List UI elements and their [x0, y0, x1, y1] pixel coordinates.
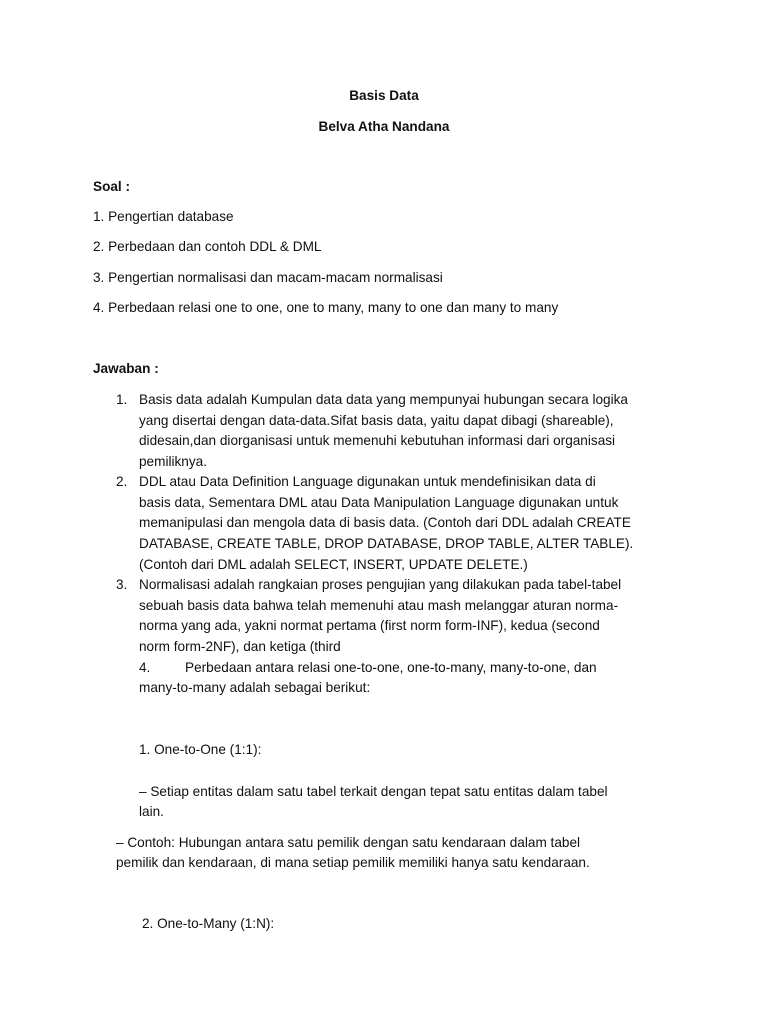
- document-title: Basis Data: [349, 88, 419, 103]
- one-to-one-description: lain.: [139, 804, 164, 819]
- answer-3-number: 3.: [116, 577, 128, 592]
- answer-2-line: memanipulasi dan mengola data di basis data. (Contoh dari DDL adalah CREATE: [139, 515, 631, 530]
- answer-4-line: many-to-many adalah sebagai berikut:: [139, 680, 371, 695]
- one-to-one-example: pemilik dan kendaraan, di mana setiap pemilik memiliki hanya satu kendaraan.: [116, 855, 590, 870]
- soal-heading: Soal :: [93, 179, 131, 194]
- one-to-one-heading: 1. One-to-One (1:1):: [139, 742, 262, 757]
- answer-3-line: sebuah basis data bahwa telah memenuhi atau mash melanggar aturan norma-: [139, 598, 619, 613]
- soal-item-2: 2. Perbedaan dan contoh DDL & DML: [93, 239, 322, 254]
- one-to-one-description: – Setiap entitas dalam satu tabel terkait dengan tepat satu entitas dalam tabel: [139, 784, 608, 799]
- answer-2-line: DATABASE, CREATE TABLE, DROP DATABASE, DROP TABLE, ALTER TABLE).: [139, 536, 634, 551]
- answer-1-number: 1.: [116, 392, 128, 407]
- author-name: Belva Atha Nandana: [318, 119, 450, 134]
- answer-1-line: pemiliknya.: [139, 454, 207, 469]
- jawaban-heading: Jawaban :: [93, 361, 159, 376]
- answer-4-number: 4.: [139, 660, 151, 675]
- one-to-many-heading: 2. One-to-Many (1:N):: [142, 916, 275, 931]
- answer-3-line: norma yang ada, yakni normat pertama (first norm form-INF), kedua (second: [139, 618, 600, 633]
- answer-4-line: [139, 658, 597, 678]
- answer-2-line: (Contoh dari DML adalah SELECT, INSERT, UPDATE DELETE.): [139, 557, 528, 572]
- answer-4-text: Perbedaan antara relasi one-to-one, one-to-many, many-to-one, dan: [185, 660, 597, 675]
- answer-2-number: 2.: [116, 474, 128, 489]
- one-to-one-example: – Contoh: Hubungan antara satu pemilik dengan satu kendaraan dalam tabel: [116, 835, 581, 850]
- answer-1-line: didesain,dan diorganisasi untuk memenuhi kebutuhan informasi dari organisasi: [139, 433, 616, 448]
- answer-1-line: yang disertai dengan data-data.Sifat basis data, yaitu dapat dibagi (shareable),: [139, 413, 614, 428]
- answer-3-line: norm form-2NF), dan ketiga (third: [139, 639, 341, 654]
- answer-2-line: DDL atau Data Definition Language digunakan untuk mendefinisikan data di: [139, 474, 596, 489]
- answer-2-line: basis data, Sementara DML atau Data Manipulation Language digunakan untuk: [139, 495, 619, 510]
- soal-item-4: 4. Perbedaan relasi one to one, one to many, many to one dan many to many: [93, 300, 559, 315]
- answer-3-line: Normalisasi adalah rangkaian proses pengujian yang dilakukan pada tabel-tabel: [139, 577, 622, 592]
- soal-item-1: 1. Pengertian database: [93, 209, 234, 224]
- soal-item-3: 3. Pengertian normalisasi dan macam-macam normalisasi: [93, 270, 443, 285]
- answer-1-line: Basis data adalah Kumpulan data data yang mempunyai hubungan secara logika: [139, 392, 628, 407]
